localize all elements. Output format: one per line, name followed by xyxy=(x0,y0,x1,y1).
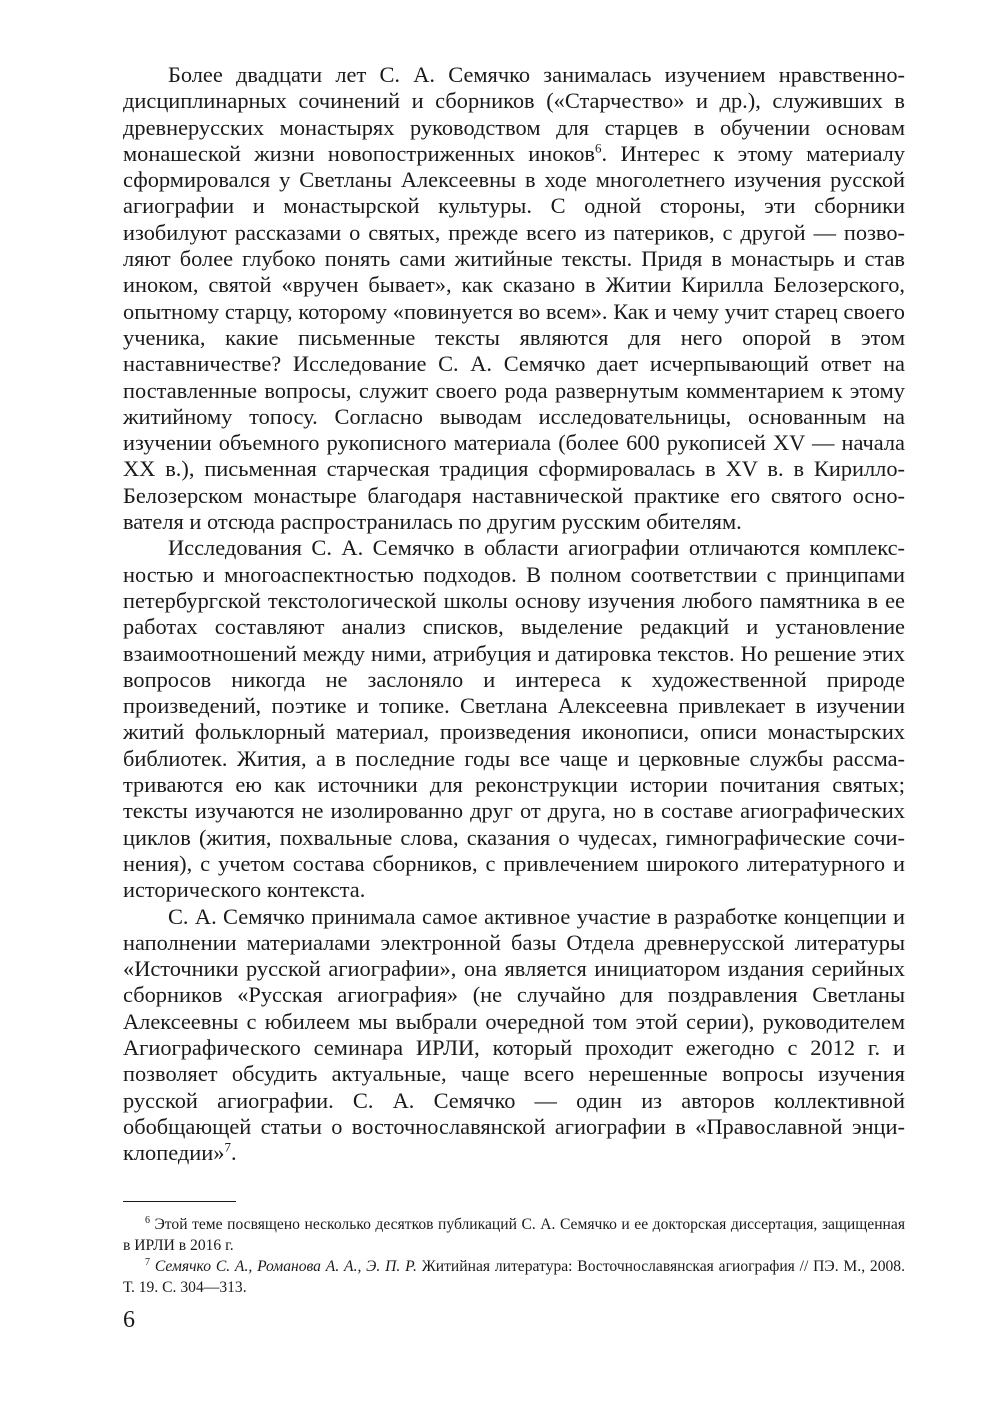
footnote-ref-7[interactable]: 7 xyxy=(224,1139,231,1155)
footnote-7-number: 7 xyxy=(145,1256,150,1268)
paragraph-1-tail: . Интерес к этому материалу сформировался у Светланы Алексеевны в ходе многолетнего изучения русской агиографии и монастырской культуры. С одной стороны, эти сборники изобилуют рассказами о святых, прежде всего из патериков, с другой — позволяют более глубоко понять сами житийные тексты. Придя в монастырь и став иноком, святой «вручен бывает», как сказано в Житии Кирилла Белозерского, опытному старцу, которому «повинуется во всем». Как и чему учит старец своего ученика, какие письменные тексты являются для него опорой в этом наставничестве? Исследование С. А. Семячко дает исчерпывающий ответ на поставленные вопросы, служит своего рода развернутым комментарием к этому житийному топосу. Согласно выводам исследовательницы, основанным на изучении объемного рукописного материала (более 600 рукописей XV — начала XX в.), письменная старческая традиция сформировалась в XV в. в Кирилло-Белозерском монастыре благодаря наставнической практике его святого основателя и отсюда распространилась по другим русским обителям. xyxy=(123,140,906,535)
page-number: 6 xyxy=(123,1307,135,1333)
paragraph-3-text: С. А. Семячко принимала самое активное участие в разработке концепции и наполнении материалами электронной базы Отдела древнерусской литературы «Источники русской агиографии», она является инициатором издания серийных сборников «Русская агиография» (не случайно для поздравления Светланы Алексеевны с юбилеем мы выбрали очередной том этой серии), руководителем Агиографического семинара ИРЛИ, который проходит ежегодно с 2012 г. и позволяет обсудить актуальные, чаще всего нерешенные вопросы изучения русской агиографии. С. А. Семячко — один из авторов коллективной обобщающей статьи о восточнославянской агиографии в «Православной энциклопедии» xyxy=(123,903,905,1166)
footnotes xyxy=(123,1214,905,1298)
footnote-6-text: Этой теме посвящено несколько десятков публикаций С. А. Семячко и ее докторская диссертация, защищенная в ИРЛИ в 2016 г. xyxy=(123,1216,905,1254)
paragraph-3 xyxy=(123,904,905,1167)
footnote-6 xyxy=(123,1214,905,1256)
footnote-7-text: Житийная литература: Восточнославянская агиография // ПЭ. М., 2008. Т. 19. С. 304—313. xyxy=(123,1258,905,1296)
footnote-ref-6[interactable]: 6 xyxy=(594,140,602,156)
paragraph-3-tail: . xyxy=(230,1140,237,1166)
footnote-6-number: 6 xyxy=(145,1214,150,1226)
footnote-separator xyxy=(123,1201,236,1202)
footnote-7 xyxy=(123,1256,905,1298)
footnote-7-authors: Семячко С. А., Романова А. А., Э. П. Р. xyxy=(154,1258,417,1275)
paragraph-2 xyxy=(123,535,905,903)
paragraph-2-text: Исследования С. А. Семячко в области агиографии отличаются комплексностью и многоаспектностью подходов. В полном соответствии с принципами петербургской текстологической школы основу изучения любого памятника в ее работах составляют анализ списков, выделение редакций и установление взаимоотношений между ними, атрибуция и датировка текстов. Но решение этих вопросов никогда не заслоняло и интереса к художественной природе произведений, поэтике и топике. Светлана Алексеевна привлекает в изучении житий фольклорный материал, произведения иконописи, описи монастырских библиотек. Жития, а в последние годы все чаще и церковные службы рассматриваются ею как источники для реконструкции истории почитания святых; тексты изучаются не изолированно друг от друга, но в составе агиографических циклов (жития, похвальные слова, сказания о чудесах, гимнографические сочинения), с учетом состава сборников, с привлечением широкого литературного и исторического контекста. xyxy=(123,535,905,903)
paragraph-1 xyxy=(123,62,905,535)
paragraph-1-text: Более двадцати лет С. А. Семячко занималась изучением нравственно-дисциплинарных сочинений и сборников («Старчество» и др.), служивших в древнерусских монастырях руководством для старцев в обучении основам монашеской жизни новопостриженных иноков xyxy=(123,62,905,166)
main-text xyxy=(123,62,905,1166)
